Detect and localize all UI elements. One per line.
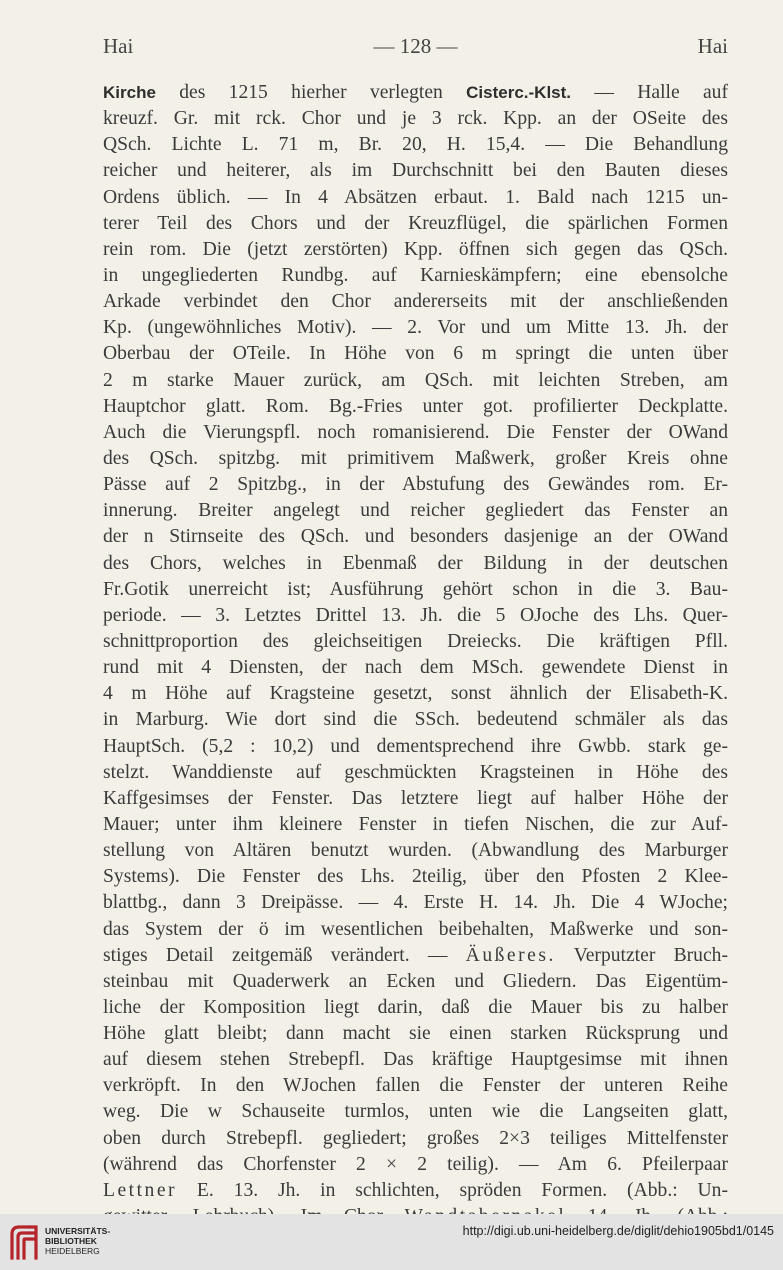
text-line (103, 1047, 728, 1073)
text-line (103, 341, 728, 367)
library-logo-text (45, 1226, 110, 1256)
text-run: Auch die Vierungspfl. noch romanisierend. Die Fenster der OWand (103, 421, 728, 443)
text-run: Fr.Gotik unerreicht ist; Ausführung gehört schon in die 3. Bau- (103, 578, 728, 600)
text-line (103, 315, 728, 341)
body-text (103, 80, 728, 1230)
text-line (103, 211, 728, 237)
text-line (103, 812, 728, 838)
text-run: — Halle auf (571, 82, 728, 103)
logo-line-3: HEIDELBERG (45, 1246, 100, 1256)
text-line (103, 655, 728, 681)
text-line (103, 864, 728, 890)
running-head-left: Hai (103, 34, 134, 58)
running-head (103, 34, 728, 62)
text-line (103, 1073, 728, 1099)
text-run: auf diesem stehen Strebepfl. Das kräftige Hauptgesimse mit ihnen (103, 1049, 728, 1071)
text-run: liche der Komposition liegt darin, daß die Mauer bis zu halber (103, 996, 728, 1018)
text-line (103, 681, 728, 707)
text-run: terer Teil des Chors und der Kreuzflügel, die spärlichen Formen (103, 212, 728, 234)
text-run: blattbg., dann 3 Dreipässe. — 4. Erste H. 14. Jh. Die 4 WJoche; (103, 892, 728, 914)
text-run: stellung von Altären benutzt wurden. (Abwandlung des Marburger (103, 840, 728, 862)
library-logo-icon (8, 1224, 40, 1260)
text-line (103, 132, 728, 158)
library-logo[interactable] (8, 1222, 148, 1262)
text-line (103, 1126, 728, 1152)
text-line (103, 289, 728, 315)
text-run: rund mit 4 Diensten, der nach dem MSch. gewendete Dienst in (103, 657, 728, 679)
text-run: des Chors, welches in Ebenmaß der Bildung in der deutschen (103, 552, 728, 574)
text-run: Kp. (ungewöhnliches Motiv). — 2. Vor und um Mitte 13. Jh. der (103, 317, 728, 339)
text-line (103, 760, 728, 786)
spaced-term: Äußeres. (465, 944, 556, 966)
text-run: Systems). Die Fenster des Lhs. 2teilig, über den Pfosten 2 Klee- (103, 866, 728, 888)
text-line (103, 472, 728, 498)
text-line (103, 394, 728, 420)
text-line (103, 158, 728, 184)
spaced-term: Lettner (103, 1179, 178, 1201)
running-head-right: Hai (697, 34, 728, 58)
text-run: des 1215 hierher verlegten (155, 82, 467, 103)
text-run: oben durch Strebepfl. gegliedert; großes 2×3 teiliges Mittelfenster (103, 1127, 728, 1149)
text-run: 4 m Höhe auf Kragsteine gesetzt, sonst ähnlich der Elisabeth-K. (103, 683, 728, 705)
text-line (103, 629, 728, 655)
text-run: stelzt. Wanddienste auf geschmückten Kragsteinen in Höhe des (103, 761, 728, 783)
text-run: QSch. Lichte L. 71 m, Br. 20, H. 15,4. — Die Behandlung (103, 134, 728, 156)
text-run: E. 13. Jh. in schlichten, spröden Formen. (Abb.: Un- (177, 1179, 728, 1201)
bold-term: Cisterc.-Klst. (466, 83, 572, 102)
text-line (103, 185, 728, 211)
text-line (103, 917, 728, 943)
text-line (103, 577, 728, 603)
text-line (103, 263, 728, 289)
text-line (103, 786, 728, 812)
text-run: das System der ö im wesentlichen beibehalten, Maßwerke und son- (103, 918, 728, 940)
bold-term: Kirche (103, 83, 156, 102)
text-line (103, 1152, 728, 1178)
text-line (103, 890, 728, 916)
text-run: Arkade verbindet den Chor andererseits mit der anschließenden (103, 291, 728, 313)
text-run: reicher und heiterer, als im Durchschnitt bei den Bauten dieses (103, 160, 728, 182)
text-line (103, 420, 728, 446)
text-run: 2 m starke Mauer zurück, am QSch. mit leichten Streben, am (103, 369, 728, 391)
text-run: HauptSch. (5,2 : 10,2) und dementsprechend ihre Gwbb. stark ge- (103, 735, 728, 757)
logo-line-1: UNIVERSITÄTS- (45, 1226, 111, 1236)
text-run: Höhe glatt bleibt; dann macht sie einen starken Rücksprung und (103, 1023, 728, 1045)
text-run: in Marburg. Wie dort sind die SSch. bedeutend schmäler als das (103, 709, 728, 731)
text-line (103, 1021, 728, 1047)
text-run: steinbau mit Quaderwerk an Ecken und Gliedern. Das Eigentüm- (103, 970, 728, 992)
text-line (103, 969, 728, 995)
text-run: Mauer; unter ihm kleinere Fenster in tiefen Nischen, die zur Auf- (103, 813, 728, 835)
text-line (103, 237, 728, 263)
text-run: stiges Detail zeitgemäß verändert. — (103, 944, 466, 966)
text-line (103, 446, 728, 472)
page-number: — 128 — (373, 34, 458, 58)
text-run: (während das Chorfenster 2 × 2 teilig). — Am 6. Pfeilerpaar (103, 1153, 728, 1175)
text-run: rein rom. Die (jetzt zerstörten) Kpp. öffnen sich gegen das QSch. (103, 238, 728, 260)
text-run: Ordens üblich. — In 4 Absätzen erbaut. 1. Bald nach 1215 un- (103, 186, 728, 208)
text-line (103, 1178, 728, 1204)
text-run: des QSch. spitzbg. mit primitivem Maßwerk, großer Kreis ohne (103, 447, 728, 469)
text-line (103, 524, 728, 550)
text-run: Verputzter Bruch- (555, 944, 728, 966)
text-line (103, 368, 728, 394)
text-line (103, 707, 728, 733)
text-line (103, 603, 728, 629)
text-run: periode. — 3. Letztes Drittel 13. Jh. die 5 OJoche des Lhs. Quer- (103, 604, 728, 626)
text-run: kreuzf. Gr. mit rck. Chor und je 3 rck. Kpp. an der OSeite des (103, 108, 728, 130)
text-run: weg. Die w Schauseite turmlos, unten wie die Langseiten glatt, (103, 1101, 728, 1123)
text-line (103, 80, 728, 106)
text-line (103, 734, 728, 760)
text-line (103, 551, 728, 577)
logo-line-2: BIBLIOTHEK (45, 1236, 97, 1246)
text-run: schnittproportion des gleichseitigen Dreiecks. Die kräftigen Pfll. (103, 630, 728, 652)
text-run: verkröpft. In den WJochen fallen die Fenster der unteren Reihe (103, 1075, 728, 1097)
text-line (103, 1099, 728, 1125)
text-line (103, 498, 728, 524)
text-line (103, 995, 728, 1021)
text-run: Hauptchor glatt. Rom. Bg.-Fries unter got. profilierter Deckplatte. (103, 395, 728, 417)
permalink-url[interactable]: http://digi.ub.uni-heidelberg.de/diglit/dehio1905bd1/0145 (462, 1224, 774, 1238)
text-run: der n Stirnseite des QSch. und besonders dasjenige an der OWand (103, 526, 728, 548)
text-line (103, 943, 728, 969)
text-run: Oberbau der OTeile. In Höhe von 6 m springt die unten über (103, 343, 728, 365)
footer-bar (0, 1214, 783, 1270)
text-run: Kaffgesimses der Fenster. Das letztere liegt auf halber Höhe der (103, 787, 728, 809)
text-run: Pässe auf 2 Spitzbg., in der Abstufung des Gewändes rom. Er- (103, 474, 728, 496)
text-line (103, 106, 728, 132)
text-run: in ungegliederten Rundbg. auf Karnieskämpfern; eine ebensolche (103, 264, 728, 286)
text-line (103, 838, 728, 864)
text-run: innerung. Breiter angelegt und reicher gegliedert das Fenster an (103, 500, 728, 522)
